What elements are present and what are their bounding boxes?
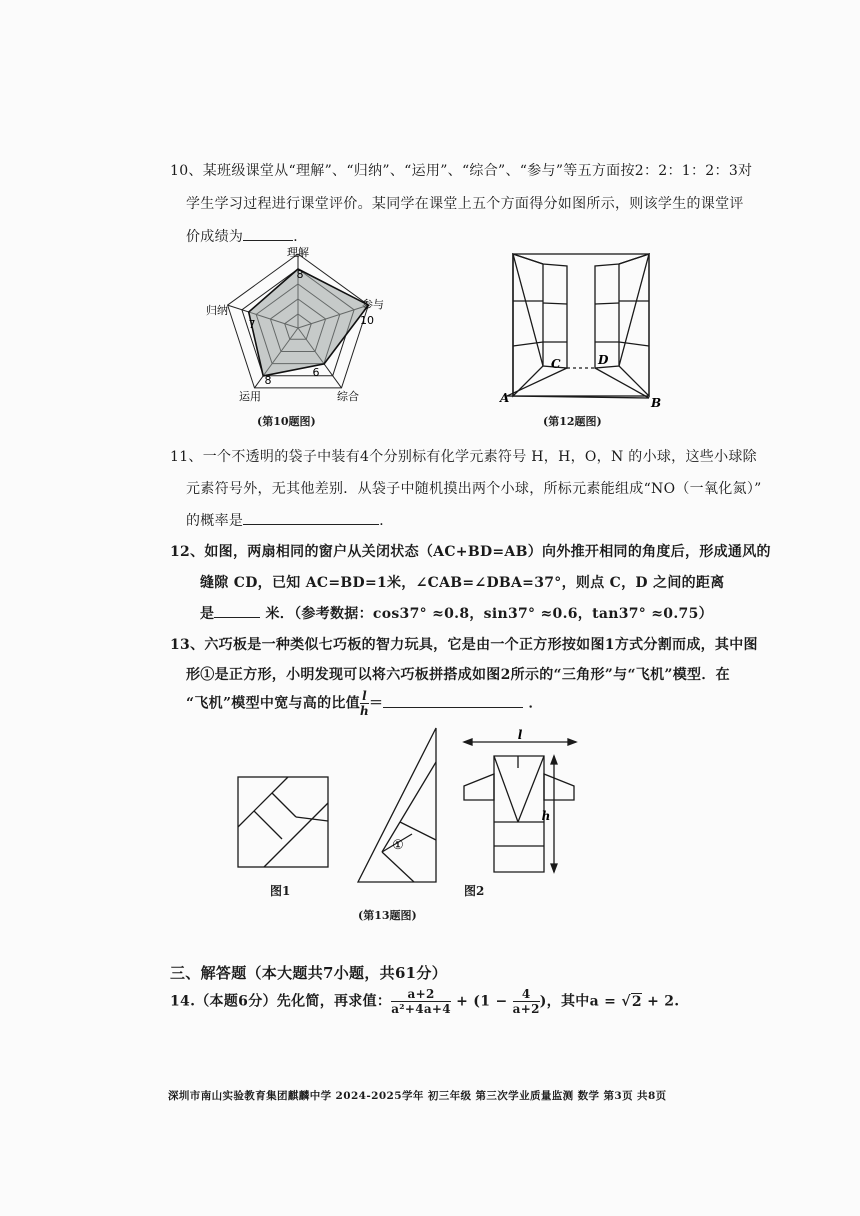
right-sash-bar-2 (619, 342, 649, 346)
right-panel-bar-1 (595, 303, 619, 304)
q10-line-3 (186, 226, 308, 246)
fig1-cut-3 (272, 793, 296, 817)
q11-answer-blank (243, 510, 379, 525)
q14-sqrt-value: 2 (631, 993, 642, 1010)
left-panel-bar-1 (543, 303, 567, 304)
triangle-outline (358, 728, 436, 882)
section-3-title: 三、解答题（本大题共7小题，共61分） (170, 964, 448, 982)
q13-figure-1 (234, 773, 334, 881)
fig1-cut-5 (254, 811, 282, 839)
q10-line-1: 10、某班级课堂从“理解”、“归纳”、“运用”、“综合”、“参与”等五方面按2：2：1：2：3对 (170, 163, 753, 179)
q12-line-3-start: 是 (200, 606, 215, 622)
radar-label-apply: 运用 (239, 390, 261, 403)
q14-tail: + 2. (641, 993, 680, 1010)
fig1-cut-2 (264, 803, 328, 867)
q13-line-2: 形①是正方形，小明发现可以将六巧板拼搭成如图2所示的“三角形”与“飞机”模型．在 (186, 667, 730, 683)
q13-equals: ＝ (369, 695, 384, 712)
radar-score-comprehensive: 6 (312, 366, 320, 379)
q10-line-2: 学生学习过程进行课堂评价。某同学在课堂上五个方面得分如图所示，则该学生的课堂评 (186, 196, 744, 212)
q12-window-figure (495, 246, 665, 412)
q10-radar-chart (200, 246, 400, 406)
q12-line-3-end: 米．（参考数据：cos37° ≈0.8，sin37° ≈0.6，tan37° ≈0.75） (265, 606, 713, 622)
fig13-caption: (第13题图) (358, 909, 417, 922)
page-footer: 深圳市南山实验教育集团麒麟中学 2024-2025学年 初三年级 第三次学业质量监测 数学 第3页 共8页 (168, 1090, 667, 1102)
q13-fraction (360, 690, 369, 717)
body-cut-2 (518, 756, 544, 822)
q10-answer-blank (243, 226, 293, 241)
dim-l-label: l (517, 728, 523, 742)
q13-figure-2-airplane (458, 728, 584, 884)
right-sash (619, 254, 649, 396)
label-c: C (551, 357, 561, 371)
q10-line-3-end: ． (293, 229, 308, 245)
label-a: A (500, 391, 510, 405)
fig12-caption: (第12题图) (543, 415, 602, 428)
fig1-label: 图1 (270, 884, 291, 898)
radar-label-understand: 理解 (287, 246, 309, 259)
right-wing (544, 774, 574, 800)
q13-line-1: 13、六巧板是一种类似七巧板的智力玩具，它是由一个正方形按如图1方式分割而成，其中图 (170, 637, 758, 653)
body-cut-1 (494, 756, 518, 822)
q14-fraction-1 (391, 988, 451, 1015)
q11-line-2: 元素符号外，无其他差别．从袋子中随机摸出两个小球，所标元素能组成“NO（一氧化氮）” (186, 481, 762, 497)
label-d: D (598, 353, 609, 367)
q14-close: )，其中a = (539, 993, 622, 1010)
radar-label-participate: 参与 (362, 298, 384, 311)
q12-line-3 (200, 603, 713, 623)
q14-plus: + (1 − (450, 993, 513, 1010)
q12-answer-blank (214, 603, 260, 618)
fig1-square (238, 777, 328, 867)
q13-figure-2-triangle (352, 722, 444, 886)
radar-score-apply: 8 (264, 374, 272, 387)
q11-line-3-text: 的概率是 (186, 513, 244, 529)
q11-line-3 (186, 510, 394, 530)
dim-h-label: h (541, 809, 551, 823)
dim-h-arrow-top (551, 756, 557, 764)
q13-answer-blank (383, 693, 523, 708)
right-sash-panel (595, 254, 649, 368)
triangle-cut-1 (400, 762, 436, 822)
q10-line-3-text: 价成绩为 (186, 229, 244, 245)
q13-frac-num: l (360, 690, 369, 704)
dim-l-arrow-left (464, 739, 472, 745)
q12-line-2: 缝隙 CD，已知 AC=BD=1米，∠CAB=∠DBA=37°，则点 C，D 之间的距离 (200, 575, 725, 591)
segment-db (595, 368, 649, 398)
q14-prefix: 14.（本题6分）先化简，再求值： (170, 993, 392, 1010)
q14-line: 14.（本题6分）先化简，再求值： $\frac{a+2}{\text{a²+4a+4}}$ + (1 − $\frac{4}{a+2}$ )，其中a = √2 + 2. (170, 987, 680, 1016)
label-b: B (651, 396, 662, 410)
triangle-cut-3 (382, 852, 414, 882)
radar-score-understand: 8 (296, 268, 304, 281)
radar-label-comprehensive: 综合 (337, 390, 359, 403)
fig1-cut-4 (296, 817, 328, 821)
q13-line-3-start: “飞机”模型中宽与高的比值 (186, 695, 361, 712)
radar-score-summarize: 7 (248, 318, 256, 331)
q13-frac-den: h (360, 704, 370, 718)
q13-line-3-end: ． (528, 695, 543, 712)
dim-h-arrow-bottom (551, 864, 557, 872)
q13-line-3 (186, 690, 543, 717)
radar-score-participate: 10 (360, 314, 374, 327)
fig10-caption: (第10题图) (257, 415, 316, 428)
left-wing (464, 774, 494, 800)
q11-line-1: 11、一个不透明的袋子中装有4个分别标有化学元素符号 H，H，O，N 的小球，这些小球除 (170, 449, 757, 465)
radar-label-summarize: 归纳 (206, 304, 228, 317)
q14-fraction-2 (513, 988, 540, 1015)
q14-frac1-den: a²+4a+4 (391, 1002, 451, 1016)
q14-frac2-num: 4 (513, 988, 540, 1002)
square-piece-marker: ① (392, 838, 404, 853)
left-sash-bar-2 (513, 342, 543, 346)
fig2-label: 图2 (464, 884, 485, 898)
q11-line-3-end: ． (379, 513, 394, 529)
left-sash (513, 254, 543, 396)
q14-frac2-den: a+2 (512, 1002, 540, 1016)
q12-line-1: 12、如图，两扇相同的窗户从关闭状态（AC+BD=AB）向外推开相同的角度后，形成通风的 (170, 544, 771, 560)
q14-frac1-num: a+2 (391, 988, 451, 1002)
dim-l-arrow-right (568, 739, 576, 745)
left-sash-panel (513, 254, 567, 368)
